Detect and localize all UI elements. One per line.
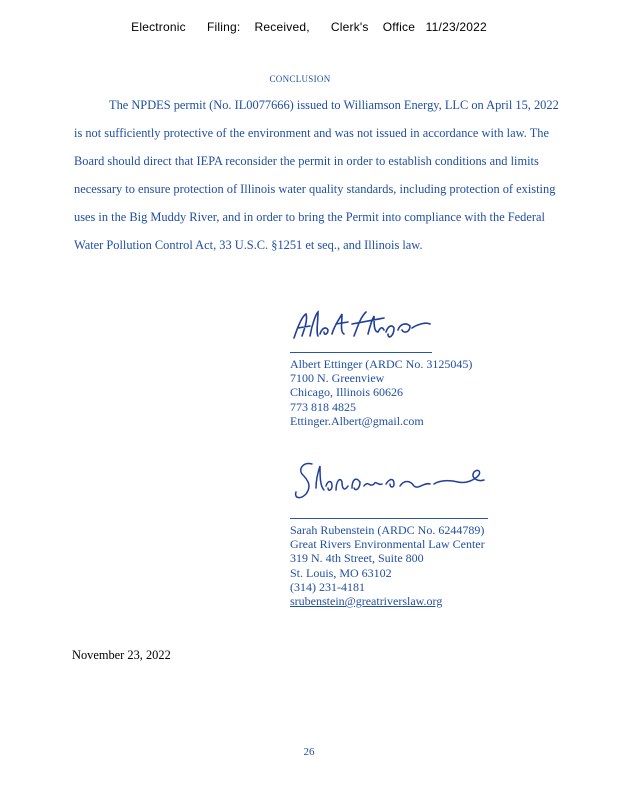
document-date: November 23, 2022 <box>72 648 171 662</box>
signer-email: Ettinger.Albert@gmail.com <box>290 413 424 428</box>
section-heading: CONCLUSION <box>269 74 331 84</box>
paragraph-line: is not sufficiently protective of the environment and was not issued in accordance with law. The <box>74 126 549 140</box>
signer-address-line: 319 N. 4th Street, Suite 800 <box>290 551 424 566</box>
filing-stamp-header: Electronic Filing: Received, Clerk's Office 11/23/2022 <box>131 20 487 34</box>
albert-ettinger-signature <box>288 306 438 346</box>
signer-phone: (314) 231-4181 <box>290 579 365 594</box>
signer-address-line: 7100 N. Greenview <box>290 371 385 386</box>
albert-ettinger-contact-block <box>290 357 472 428</box>
paragraph-line: uses in the Big Muddy River, and in order to bring the Permit into compliance with the Federal <box>74 210 545 224</box>
signer-city-state: St. Louis, MO 63102 <box>290 565 392 580</box>
signature-line <box>290 518 488 519</box>
paragraph-line: necessary to ensure protection of Illinois water quality standards, including protection of existing <box>74 182 556 196</box>
signer-name: Sarah Rubenstein (ARDC No. 6244789) <box>290 523 485 537</box>
signer-city-state: Chicago, Illinois 60626 <box>290 385 403 400</box>
signer-phone: 773 818 4825 <box>290 399 356 414</box>
paragraph-line: The NPDES permit (No. IL0077666) issued to Williamson Energy, LLC on April 15, 2022 <box>109 98 559 112</box>
signer-organization: Great Rivers Environmental Law Center <box>290 537 485 552</box>
sarah-rubenstein-contact-block <box>290 523 485 608</box>
signer-name: Albert Ettinger (ARDC No. 3125045) <box>290 357 473 371</box>
signature-line <box>290 352 432 353</box>
page-number: 26 <box>303 746 315 758</box>
sarah-rubenstein-signature <box>290 458 490 506</box>
paragraph-line: Board should direct that IEPA reconsider the permit in order to establish conditions and limits <box>74 154 539 168</box>
signer-email-link[interactable]: srubenstein@greatriverslaw.org <box>290 594 443 609</box>
paragraph-line: Water Pollution Control Act, 33 U.S.C. §1251 et seq., and Illinois law. <box>74 238 423 252</box>
